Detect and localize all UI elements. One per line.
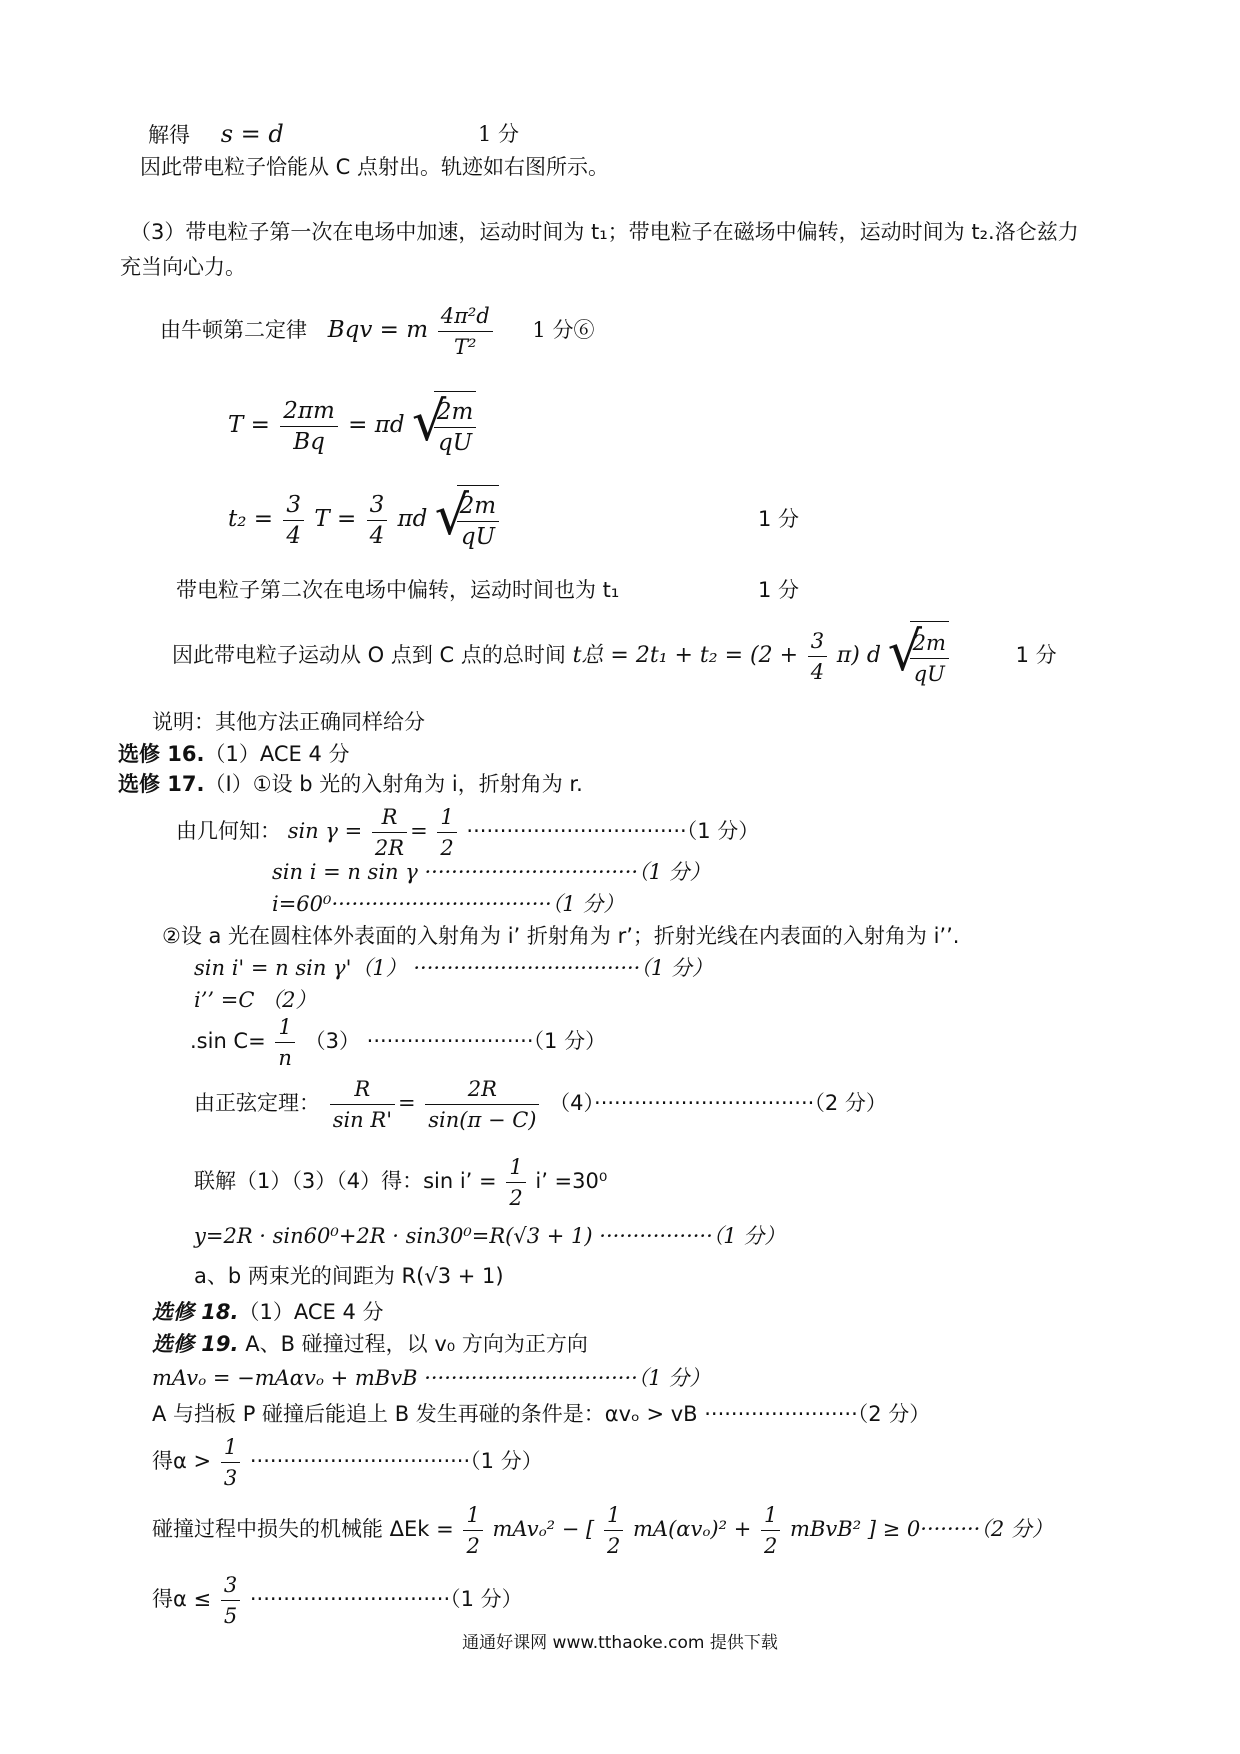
line-joint-solve: 联解（1）（3）（4）得：sin i’ = $\frac{1}{2}$ i’ =30⁰ [194,1148,607,1214]
line-eq2: i’’ =C （2） [194,988,317,1012]
line-part3: （3）带电粒子第一次在电场中加速，运动时间为 t₁；带电粒子在磁场中偏转，运动时间为 t₂.洛仑兹力 [130,220,1079,244]
line-eq1: sin i' = n sin γ'（1） ··································（1 分） [194,956,713,980]
line-alpha-min: 得α > $\frac{1}{3}$ ·································（1 分） [152,1428,543,1494]
line-elective18: 选修 18.（1）ACE 4 分 [152,1300,384,1324]
line-elective19: 选修 19. A、B 碰撞过程，以 v₀ 方向为正方向 [152,1332,588,1356]
line-exit-c: 因此带电粒子恰能从 C 点射出。轨迹如右图所示。 [140,155,610,179]
line-sine-law: 由正弦定理： $\frac{R}{\text{sin R'}}$ = $\frac{2R}{\sin(\pi - C)}$ （4）·································（2 分） [194,1070,887,1136]
line-elective17: 选修 17.（Ⅰ）①设 b 光的入射角为 i，折射角为 r. [118,772,583,796]
line-part2: ②设 a 光在圆柱体外表面的入射角为 i’ 折射角为 r’；折射光线在内表面的入射角为 i’’. [162,924,960,948]
line-momentum: mAvₒ = −mAαvₒ + mBvB ································（1 分） [152,1366,711,1390]
line-total-time: 因此带电粒子运动从 O 点到 C 点的总时间 t总 = 2t₁ + t₂ = (2 + $\frac{3}{4}$ π) d √ $\frac{2m}{qU}$ 1 分 [172,620,1057,692]
line-period: T = $\frac{2\pi m}{Bq}$ = πd √ $\frac{2m}{qU}$ [228,390,476,462]
line-ab-distance: a、b 两束光的间距为 R(√3 + 1) [194,1264,504,1288]
sqrt-sign: √ $\frac{2m}{qU}$ [888,621,949,692]
line-energy-loss: 碰撞过程中损失的机械能 ΔEk = $\frac{1}{2}$ mAvₒ² − [ $\frac{1}{2}$ mA(αvₒ)² + $\frac{1}{2}$ mBvB² ] ≥ 0·········（2 分） [152,1496,1053,1562]
line-y-distance: y=2R · sin60⁰+2R · sin30⁰=R(√3 + 1) ·················（1 分） [194,1224,786,1248]
line-second-field: 带电粒子第二次在电场中偏转，运动时间也为 t₁ 1 分 [176,578,800,602]
line-note: 说明：其他方法正确同样给分 [152,710,425,734]
line-newton: 由牛顿第二定律 Bqv = m $\frac{\text{4π²d}}{\text{T²}}$ 1 分⑥ [160,298,594,362]
line-i60: i=60⁰·································（1 分） [272,892,625,916]
page-footer: 通通好课网 www.tthaoke.com 提供下载 [462,1633,778,1653]
line-solve-s: 解得 s = d 1 分 [148,120,520,148]
sqrt-sign: √ $\frac{2m}{qU}$ [435,485,499,556]
line-elective16: 选修 16.（1）ACE 4 分 [118,742,350,766]
line-snell: sin i = n sin γ ································（1 分） [272,860,711,884]
line-eq3: .sin C= $\frac{1}{n}$ （3） ·························（1 分） [190,1008,606,1074]
line-geometry: 由几何知： sin γ = $\frac{R}{2R}$ = $\frac{1}{2}$ ·································（1 分） [176,798,759,864]
line-recollision: A 与挡板 P 碰撞后能追上 B 发生再碰的条件是：αvₒ > vB ·······················（2 分） [152,1402,931,1426]
line-alpha-max: 得α ≤ $\frac{3}{5}$ ······························（1 分） [152,1566,523,1632]
line-centripetal: 充当向心力。 [120,255,246,279]
newton-fraction: $\frac{\text{4π²d}}{\text{T²}}$ [438,301,493,362]
sqrt-sign: √ $\frac{2m}{qU}$ [412,391,476,462]
line-t2: t₂ = $\frac{3}{4}$ T = $\frac{3}{4}$ πd √ $\frac{2m}{qU}$ 1 分 [228,484,499,556]
